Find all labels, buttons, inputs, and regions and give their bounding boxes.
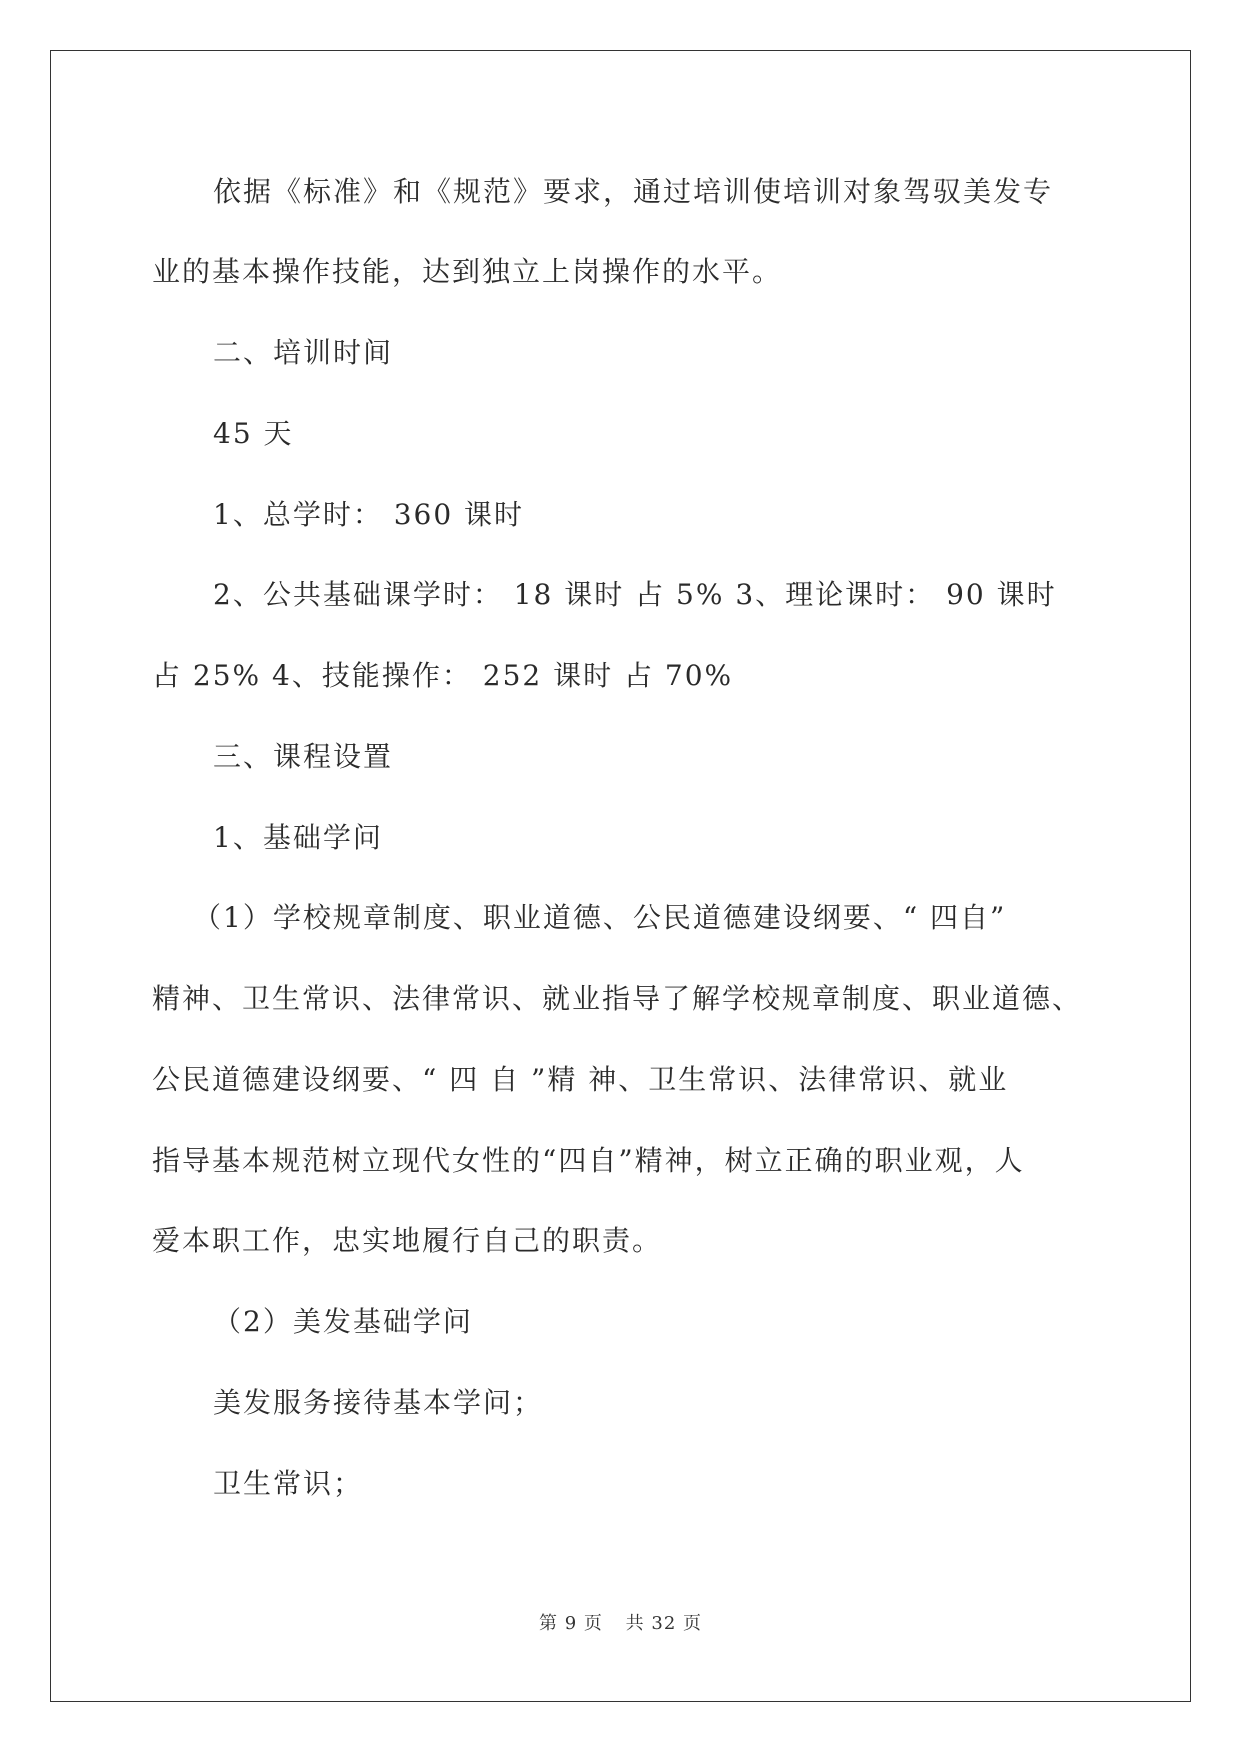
paragraph-line: （1）学校规章制度、职业道德、公民道德建设纲要、“ 四自” bbox=[193, 901, 1007, 934]
paragraph-line: 精神、卫生常识、法律常识、就业指导了解学校规章制度、职业道德、 bbox=[152, 982, 1083, 1015]
paragraph-line: 业的基本操作技能，达到独立上岗操作的水平。 bbox=[152, 255, 783, 288]
page-total: 共 32 页 bbox=[625, 1613, 702, 1634]
paragraph-line: 依据《标准》和《规范》要求，通过培训使培训对象驾驭美发专 bbox=[213, 175, 1054, 208]
paragraph-line: 45 天 bbox=[213, 417, 294, 450]
paragraph-line: 美发服务接待基本学问； bbox=[213, 1386, 544, 1419]
page-border bbox=[50, 50, 1191, 1702]
section-heading: 三、课程设置 bbox=[213, 740, 394, 773]
paragraph-line: 2、公共基础课学时： 18 课时 占 5% 3、理论课时： 90 课时 bbox=[213, 578, 1057, 611]
section-heading: 二、培训时间 bbox=[213, 336, 394, 369]
page-footer bbox=[0, 1612, 1241, 1636]
paragraph-line: 1、总学时： 360 课时 bbox=[213, 498, 525, 531]
paragraph-line: 公民道德建设纲要、“ 四 自 ”精 神、卫生常识、法律常识、就业 bbox=[152, 1063, 1009, 1096]
paragraph-line: 占 25% 4、技能操作： 252 课时 占 70% bbox=[152, 659, 734, 692]
subsection-heading: （2）美发基础学问 bbox=[213, 1305, 473, 1338]
paragraph-line: 爱本职工作，忠实地履行自己的职责。 bbox=[152, 1224, 663, 1257]
paragraph-line: 指导基本规范树立现代女性的“四自”精神，树立正确的职业观，人 bbox=[152, 1144, 1025, 1177]
page-number: 第 9 页 bbox=[539, 1613, 603, 1634]
subsection-heading: 1、基础学问 bbox=[213, 821, 383, 854]
paragraph-line: 卫生常识； bbox=[213, 1467, 364, 1500]
